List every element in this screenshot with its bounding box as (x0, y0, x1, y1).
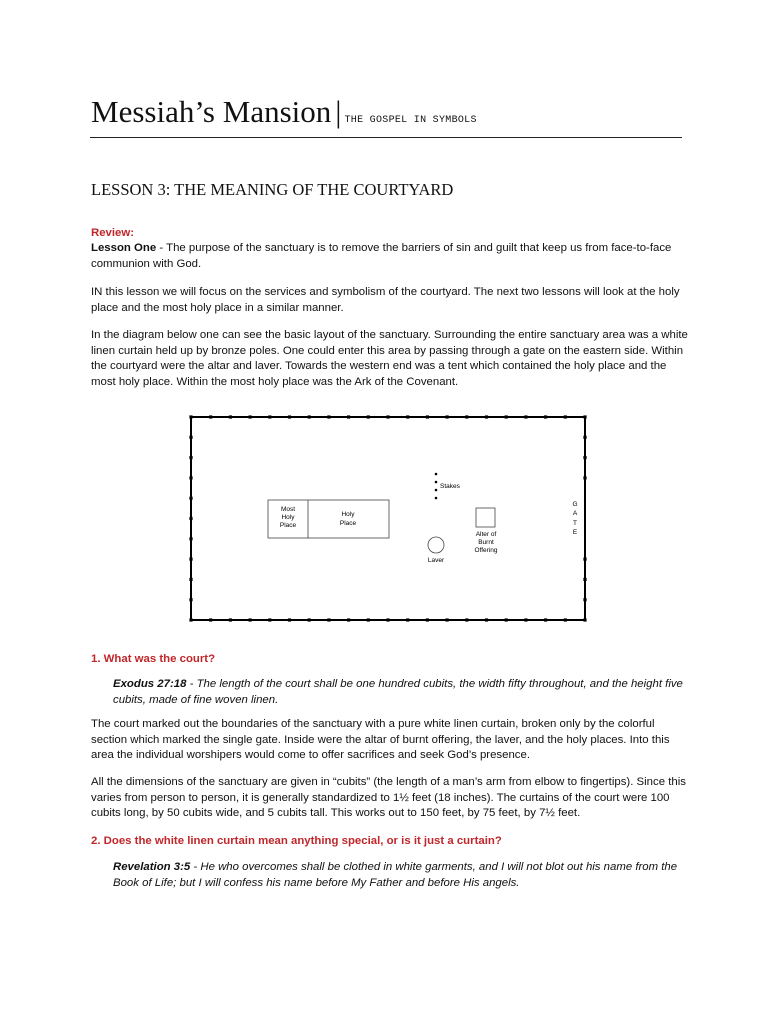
intro-paragraph: IN this lesson we will focus on the services and symbolism of the courtyard. The next two lessons will look at the holy place and the most holy place in a similar manner. (91, 286, 680, 314)
curtain-post (544, 415, 547, 418)
curtain-post (347, 618, 350, 621)
diagram-intro-paragraph: In the diagram below one can see the basic layout of the sanctuary. Surrounding the entire sanctuary area was a white linen curtain held up by bronze poles. One could enter this area by passing through a gate on the eastern side. Within the courtyard were the altar and laver. Towards the western end was a tent which contained the holy place and the most holy place. Within the most holy place was the Ark of the Covenant. (91, 329, 688, 388)
curtain-post (583, 476, 586, 479)
curtain-post (189, 618, 192, 621)
holy-place-line2: Place (339, 520, 357, 527)
curtain-post (209, 415, 212, 418)
curtain-post (583, 598, 586, 601)
most-holy-place-line2: Holy (281, 514, 295, 521)
curtain-post (367, 618, 370, 621)
curtain-post (426, 618, 429, 621)
stake-dot (435, 473, 438, 476)
sanctuary-diagram (189, 415, 587, 622)
altar-label-line1: Alter of (475, 531, 497, 538)
laver-shape (428, 537, 444, 553)
curtain-post (288, 415, 291, 418)
gate-letter: A (572, 510, 578, 517)
curtain-post (249, 618, 252, 621)
curtain-post (189, 578, 192, 581)
curtain-post (268, 618, 271, 621)
question-1-quote-text: - The length of the court shall be one hundred cubits, the width fifty throughout, and the height five cubits, made of fine woven linen. (113, 678, 683, 706)
curtain-post (347, 415, 350, 418)
curtain-post (249, 415, 252, 418)
curtain-post (386, 415, 389, 418)
curtain-post (524, 415, 527, 418)
curtain-post (485, 415, 488, 418)
header-rule (90, 137, 682, 138)
most-holy-place-line1: Most (280, 506, 296, 513)
curtain-post (189, 517, 192, 520)
curtain-post (308, 415, 311, 418)
curtain-post (189, 456, 192, 459)
question-2-ref: Revelation 3:5 (113, 861, 191, 873)
curtain-post (583, 415, 586, 418)
curtain-post (505, 415, 508, 418)
curtain-post (505, 618, 508, 621)
curtain-post (446, 618, 449, 621)
stake-dot (435, 497, 438, 500)
curtain-post (465, 618, 468, 621)
curtain-post (209, 618, 212, 621)
curtain-post (485, 618, 488, 621)
curtain-post (583, 558, 586, 561)
question-1-quote (113, 677, 693, 708)
curtain-post (327, 415, 330, 418)
curtain-post (229, 618, 232, 621)
question-1-ref: Exodus 27:18 (113, 678, 187, 690)
curtain-post (524, 618, 527, 621)
question-1-paragraph-1: The court marked out the boundaries of the sanctuary with a pure white linen curtain, broken only by the colorful section which marked the single gate. Inside were the altar of burnt offering, the laver, and the holy places. Into this area the individual worshipers would come to offer sacrifices and seek God’s presence. (91, 718, 670, 761)
altar-label-line2: Burnt (478, 539, 494, 546)
curtain-post (327, 618, 330, 621)
most-holy-place-line3: Place (279, 522, 297, 529)
stake-dot (435, 489, 438, 492)
curtain-post (583, 618, 586, 621)
stakes-label: Stakes (440, 483, 460, 490)
question-2-quote-text: - He who overcomes shall be clothed in white garments, and I will not blot out his name from the Book of Life; but I will confess his name before My Father and before His angels. (113, 861, 678, 889)
curtain-post (268, 415, 271, 418)
curtain-post (583, 578, 586, 581)
curtain-post (446, 415, 449, 418)
curtain-post (308, 618, 311, 621)
curtain-post (564, 415, 567, 418)
review-paragraph (91, 241, 691, 272)
curtain-post (288, 618, 291, 621)
document-header (91, 94, 477, 130)
altar-shape (476, 508, 495, 527)
gate-letter: G (572, 501, 578, 508)
holy-place-line1: Holy (341, 511, 355, 518)
question-2-quote (113, 860, 693, 891)
curtain-post (229, 415, 232, 418)
gate-letter: T (573, 520, 577, 527)
header-separator: | (335, 94, 342, 129)
curtain-post (189, 476, 192, 479)
lesson-title: LESSON 3: THE MEANING OF THE COURTYARD (91, 180, 454, 199)
stake-dot (435, 481, 438, 484)
curtain-post (189, 537, 192, 540)
curtain-post (583, 436, 586, 439)
curtain-post (406, 618, 409, 621)
curtain-post (189, 415, 192, 418)
curtain-post (465, 415, 468, 418)
curtain-post (564, 618, 567, 621)
curtain-post (189, 436, 192, 439)
header-subtitle: THE GOSPEL IN SYMBOLS (344, 115, 477, 126)
question-2-heading: 2. Does the white linen curtain mean anything special, or is it just a curtain? (91, 835, 502, 847)
altar-label-line3: Offering (474, 547, 498, 554)
curtain-post (367, 415, 370, 418)
curtain-post (386, 618, 389, 621)
curtain-post (189, 598, 192, 601)
curtain-post (189, 497, 192, 500)
curtain-post (544, 618, 547, 621)
curtain-post (426, 415, 429, 418)
lesson-one-text: - The purpose of the sanctuary is to remove the barriers of sin and guilt that keep us from face-to-face communion with God. (91, 242, 672, 270)
review-heading: Review: (91, 227, 135, 239)
curtain-post (406, 415, 409, 418)
curtain-post (583, 456, 586, 459)
question-1-paragraph-2: All the dimensions of the sanctuary are given in “cubits” (the length of a man’s arm from elbow to fingertips). Since this varies from person to person, it is generally standardized to 1½ feet (18 inches). The curtains of the court were 100 cubits long, by 50 cubits wide, and 5 cubits tall. This works out to 150 feet, by 75 feet, by 7½ feet. (91, 776, 686, 819)
lesson-one-label: Lesson One (91, 242, 157, 254)
curtain-post (189, 558, 192, 561)
gate-letter: E (572, 529, 578, 536)
laver-label: Laver (427, 557, 445, 564)
question-1-heading: 1. What was the court? (91, 653, 216, 665)
header-title: Messiah’s Mansion (91, 94, 332, 129)
